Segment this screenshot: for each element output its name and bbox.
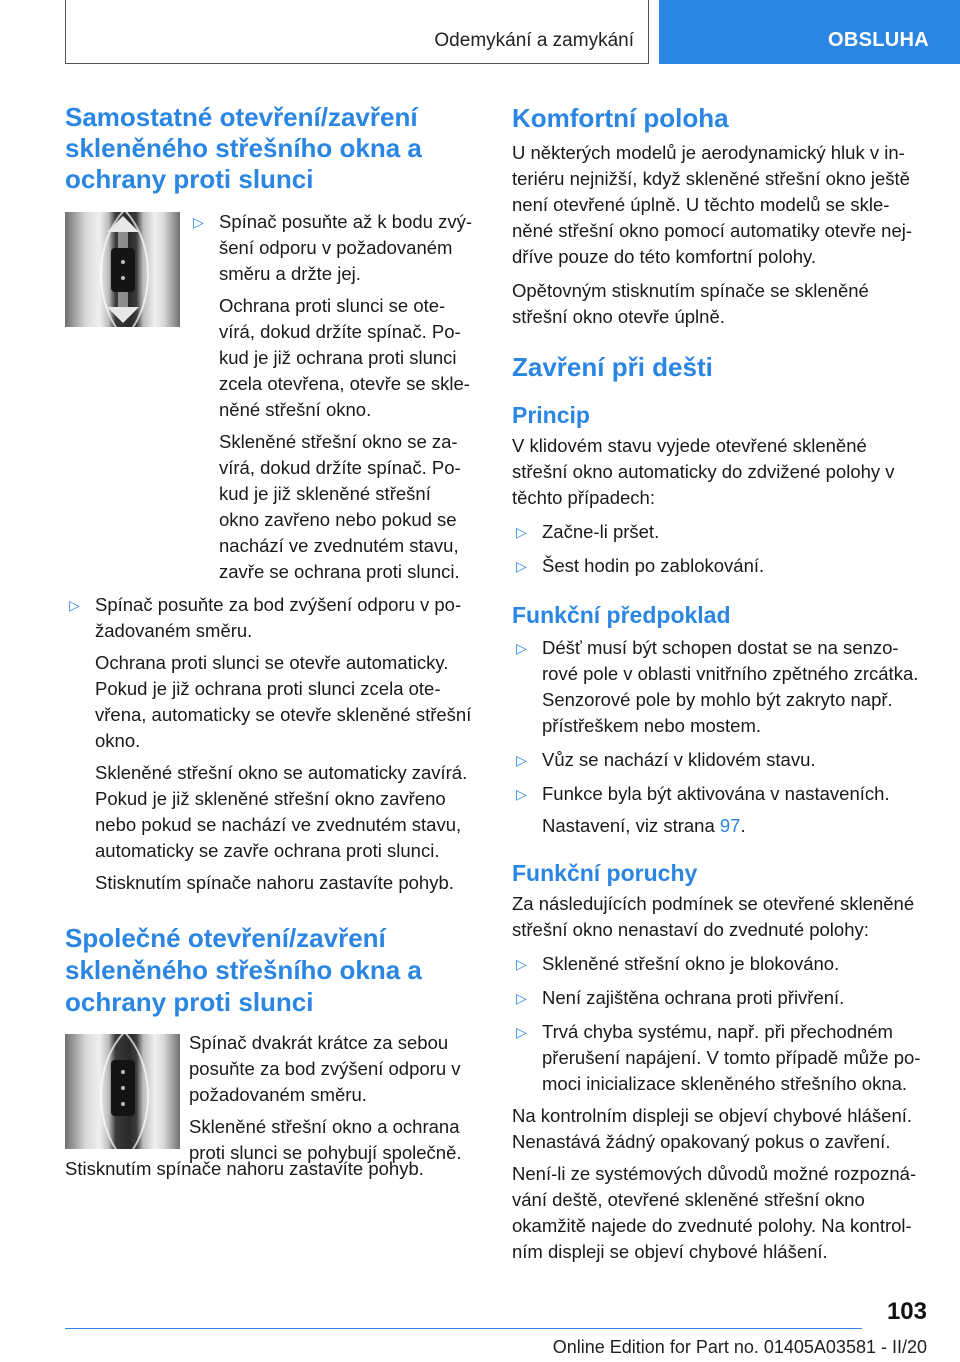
list-item: ▷ Funkce byla být aktivována v nastaveních. xyxy=(512,781,927,807)
triangle-right-icon: ▷ xyxy=(516,786,527,802)
triangle-right-icon: ▷ xyxy=(516,558,527,574)
paragraph: Stisknutím spínače nahoru zastavíte pohyb. xyxy=(95,872,454,893)
right-column xyxy=(512,100,927,1265)
paragraph: Skleněné střešní okno a ochrana proti slunci se pohybují společně. xyxy=(189,1116,462,1163)
list-item: ▷ Šest hodin po zablokování. xyxy=(512,553,927,579)
paragraph: Ochrana proti slunci se otevře automaticky. Pokud je již ochrana proti slunci zcela ote- vřena, automaticky se otevře skleněné střešní okno. xyxy=(95,652,472,751)
triangle-right-icon: ▷ xyxy=(193,214,204,230)
paragraph: Ochrana proti slunci se ote- vírá, dokud držíte spínač. Po- kud je již ochrana proti slunci zcela otevřena, otevře se skle- něné střešní okno. xyxy=(219,295,470,420)
list-item: ▷ Trvá chyba systému, např. při přechodném přerušení napájení. V tomto případě může po- moci inicializace skleněného střešního okna. xyxy=(516,1021,921,1094)
paragraph: Za následujících podmínek se otevřené skleněné střešní okno nenastaví do zvednuté polohy: xyxy=(512,893,915,940)
paragraph: V klidovém stavu vyjede otevřené skleněné střešní okno automaticky do zdvižené polohy v těchto případech: xyxy=(512,435,895,508)
list-item: ▷ Déšť musí být schopen dostat se na senzo- rové pole v oblasti vnitřního zpětného zrcátka. Senzorové pole by mohlo být zakryto např. přístřeškem nebo mostem. xyxy=(516,637,919,736)
heading-rain: Zavření při dešti xyxy=(512,352,713,382)
paragraph: Spínač dvakrát krátce za sebou posuňte za bod zvýšení odporu v požadovaném směru. xyxy=(189,1032,461,1105)
triangle-right-icon: ▷ xyxy=(516,1024,527,1040)
list-item: ▷ Spínač posuňte za bod zvýšení odporu v po- žadovaném směru. xyxy=(69,594,462,641)
list-item: ▷ Vůz se nachází v klidovém stavu. xyxy=(512,747,927,773)
roof-switch-image xyxy=(65,1034,180,1149)
heading-princip: Princip xyxy=(512,402,590,428)
triangle-right-icon: ▷ xyxy=(516,640,527,656)
roof-switch-image xyxy=(65,212,180,327)
header-chapter-box xyxy=(65,0,649,64)
heading-predpoklad: Funkční předpoklad xyxy=(512,602,731,628)
page-number: 103 xyxy=(886,1298,927,1325)
paragraph: Není-li ze systémových důvodů možné rozpozná- vání deště, otevřené skleněné střešní okno okamžitě najede do zvednuté polohy. Na kontrol- ním displeji se objeví chybové hlášení. xyxy=(512,1163,917,1262)
section-title-joint: Společné otevření/zavření skleněného střešního okna a ochrany proti slunci xyxy=(65,923,422,1017)
cross-reference: Nastavení, viz strana 97. xyxy=(542,815,746,836)
list-item: ▷ Spínač posuňte až k bodu zvý- šení odporu v požadovaném směru a držte jej. xyxy=(193,211,472,284)
footer-edition: Online Edition for Part no. 01405A03581 - II/20 xyxy=(552,1337,927,1357)
arrow-down-icon xyxy=(107,307,139,323)
heading-komfort: Komfortní poloha xyxy=(512,103,729,133)
roof-switch-icon xyxy=(111,1060,135,1116)
list-item: ▷ Začne-li pršet. xyxy=(512,519,927,545)
heading-poruchy: Funkční poruchy xyxy=(512,860,698,886)
triangle-right-icon: ▷ xyxy=(516,752,527,768)
section-title-separate: Samostatné otevření/zavření skleněného střešního okna a ochrany proti slunci xyxy=(65,102,422,194)
page-link[interactable]: 97 xyxy=(719,815,741,836)
triangle-right-icon: ▷ xyxy=(516,956,527,972)
roof-switch-icon xyxy=(111,248,135,292)
section-tab[interactable] xyxy=(659,0,960,64)
paragraph: Skleněné střešní okno se automaticky zavírá. Pokud je již skleněné střešní okno zavřeno nebo pokud se nachází ve zvednutém stavu, automaticky se zavře ochrana proti slunci. xyxy=(95,762,468,861)
triangle-right-icon: ▷ xyxy=(516,990,527,1006)
paragraph: Opětovným stisknutím spínače se skleněné střešní okno otevře úplně. xyxy=(512,280,869,327)
paragraph: U některých modelů je aerodynamický hluk v in- teriéru nejnižší, když skleněné střešní okno ještě není otevřené úplně. U těchto modelů se skle- něné střešní okno pomocí automatiky otevře nej- dříve pouze do této komfortní polohy. xyxy=(512,142,913,267)
list-item: ▷ Není zajištěna ochrana proti přivření. xyxy=(512,985,927,1011)
triangle-right-icon: ▷ xyxy=(69,597,80,613)
section-tab-label: OBSLUHA xyxy=(828,29,929,51)
list-item: ▷ Skleněné střešní okno je blokováno. xyxy=(512,951,927,977)
paragraph: Stisknutím spínače nahoru zastavíte pohyb. xyxy=(65,1158,424,1179)
chapter-title: Odemykání a zamykání xyxy=(434,30,634,51)
arrow-up-icon xyxy=(107,216,139,232)
left-column xyxy=(65,100,480,1182)
paragraph: Na kontrolním displeji se objeví chybové hlášení. Nenastává žádný opakovaný pokus o zavření. xyxy=(512,1105,913,1152)
paragraph: Skleněné střešní okno se za- vírá, dokud držíte spínač. Po- kud je již skleněné střešní okno zavřeno nebo pokud se nachází ve zvednutém stavu, zavře se ochrana proti slunci. xyxy=(219,431,461,582)
triangle-right-icon: ▷ xyxy=(516,524,527,540)
footer-divider xyxy=(65,1328,862,1329)
